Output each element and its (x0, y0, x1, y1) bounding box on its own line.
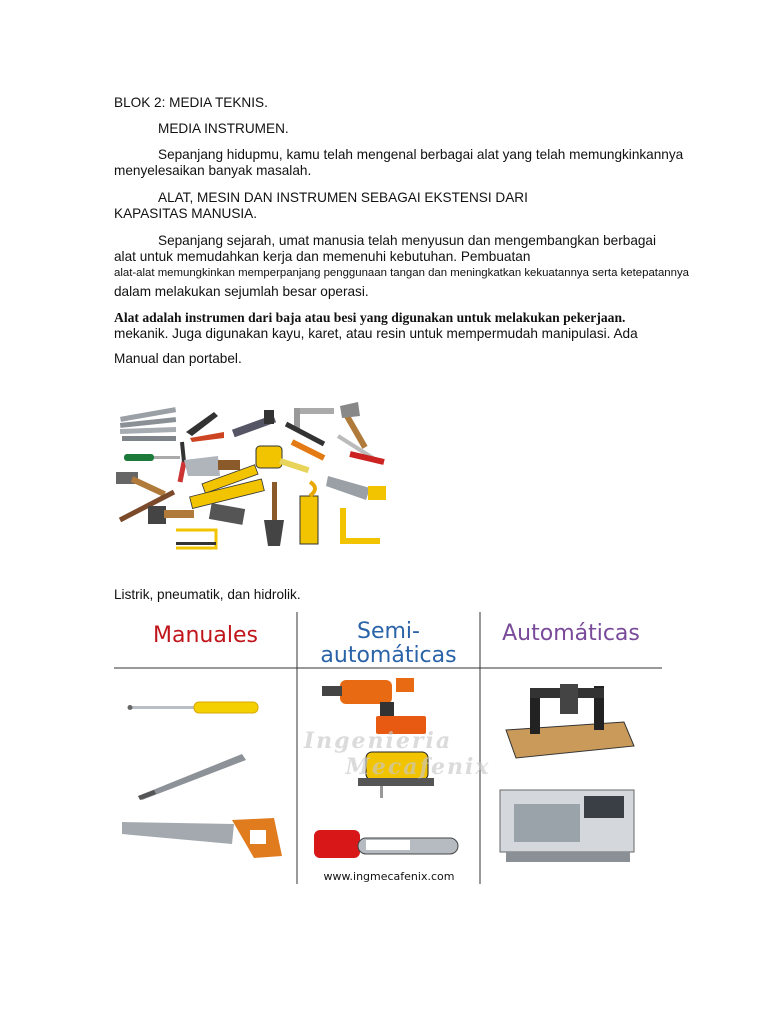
wrench-set-icon (120, 407, 176, 441)
pallet-jack-icon (340, 508, 380, 544)
cnc-lathe-icon (500, 790, 634, 862)
watermark-line2: Mecafenix (345, 754, 491, 780)
combination-pliers-icon (286, 424, 324, 458)
hammer-icon (116, 472, 166, 497)
shovel-icon (264, 482, 284, 546)
source-url: www.ingmecafenix.com (323, 870, 455, 883)
handsaw-icon (326, 476, 386, 500)
tool-classification-figure (114, 612, 662, 884)
chainsaw-icon (314, 830, 458, 858)
para2-line2: alat untuk memudahkan kerja dan memenuhi kebutuhan. Pembuatan (114, 249, 531, 264)
para3-line1: mekanik. Juga digunakan kayu, karet, atau resin untuk mempermudah manipulasi. Ada (114, 326, 638, 341)
screwdriver-icon (124, 454, 180, 461)
pipe-wrench-icon (232, 410, 276, 437)
header-automaticas: Automáticas (502, 621, 640, 646)
wire-stripper-icon (180, 442, 184, 482)
screwdriver-manual-icon (128, 702, 259, 713)
para-listrik: Listrik, pneumatik, dan hidrolik. (114, 587, 301, 602)
heading-blok: BLOK 2: MEDIA TEKNIS. (114, 95, 268, 110)
para3-line2: Manual dan portabel. (114, 351, 242, 366)
definition-bold: Alat adalah instrumen dari baja atau besi yang digunakan untuk melakukan pekerjaan. (114, 310, 626, 325)
pliers-icon (186, 412, 224, 442)
header-semi-line1: Semi- (357, 619, 420, 644)
paint-brush-icon (148, 506, 194, 524)
para2-line3: alat-alat memungkinkan memperpanjang penggunaan tangan dan meningkatkan kekuatannya serta ketepatannya (114, 267, 689, 279)
heading3-line1: ALAT, MESIN DAN INSTRUMEN SEBAGAI EKSTENSI DARI (158, 190, 528, 205)
heading-media-instrumen: MEDIA INSTRUMEN. (158, 121, 289, 136)
watermark (228, 728, 528, 780)
square-ruler-icon (294, 408, 334, 430)
para2-line4: dalam melakukan sejumlah besar operasi. (114, 284, 369, 299)
wire-brush-icon (209, 503, 245, 525)
handsaw-manual-icon (122, 818, 282, 858)
para1-line2: menyelesaikan banyak masalah. (114, 163, 312, 178)
hoist-hook-icon (300, 482, 318, 544)
hand-tools-photo (114, 402, 392, 552)
hacksaw-icon (176, 530, 216, 548)
header-semi-automaticas (297, 620, 480, 668)
heading3-line2: KAPASITAS MANUSIA. (114, 206, 258, 221)
cordless-drill-icon (322, 678, 426, 734)
header-manuales: Manuales (153, 623, 258, 648)
para2-line1: Sepanjang sejarah, umat manusia telah menyusun dan mengembangkan berbagai (158, 233, 657, 248)
header-semi-line2: automáticas (320, 643, 457, 668)
para1-line1: Sepanjang hidupmu, kamu telah mengenal berbagai alat yang telah memungkinkannya (158, 147, 684, 162)
watermark-line1: Ingenieria (303, 728, 453, 754)
